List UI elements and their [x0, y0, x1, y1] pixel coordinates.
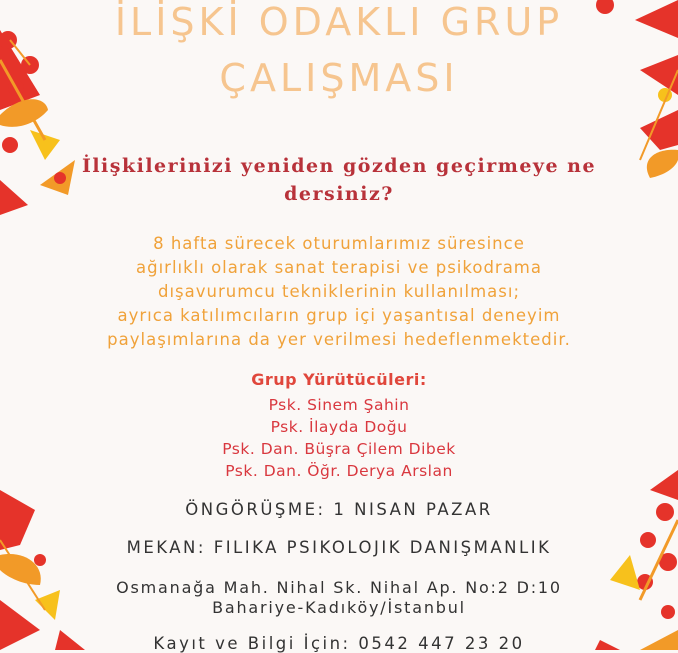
contact-info: Kayıt ve Bilgi İçin: 0542 447 23 20	[153, 634, 525, 653]
pre-interview-date: ÖNGÖRÜŞME: 1 NISAN PAZAR	[185, 500, 493, 519]
question-line-1: İlişkilerinizi yeniden gözden geçirmeye ne	[81, 155, 597, 177]
venue: MEKAN: FILIKA PSIKOLOJIK DANIŞMANLIK	[126, 538, 552, 557]
description-line-3: dışavurumcu tekniklerinin kullanılması;	[157, 282, 521, 301]
leader-name: Psk. İlayda Doğu	[270, 418, 408, 436]
description-line-4: ayrıca katılımcıların grup içi yaşantısal deneyim	[117, 306, 561, 325]
bottom-right-leaves-icon	[595, 470, 678, 650]
leader-name: Psk. Dan. Öğr. Derya Arslan	[225, 462, 453, 480]
poster-title-line-1: İLİŞKİ ODAKLI GRUP	[114, 0, 564, 44]
address-line-2: Bahariye-Kadıköy/İstanbul	[212, 598, 466, 617]
description-line-2: ağırlıklı olarak sanat terapisi ve psikodrama	[136, 258, 542, 277]
address-line-1: Osmanağa Mah. Nihal Sk. Nihal Ap. No:2 D:10	[116, 578, 562, 597]
description-line-1: 8 hafta sürecek oturumlarımız süresince	[153, 234, 525, 253]
description-line-5: paylaşımlarına da yer verilmesi hedeflenmektedir.	[107, 330, 571, 349]
leader-name: Psk. Dan. Büşra Çilem Dibek	[222, 440, 456, 458]
leader-name: Psk. Sinem Şahin	[268, 396, 410, 414]
question-line-2: dersiniz?	[284, 183, 394, 205]
poster-title-line-2: ÇALIŞMASI	[219, 56, 459, 100]
leaders-heading: Grup Yürütücüleri:	[251, 370, 427, 389]
